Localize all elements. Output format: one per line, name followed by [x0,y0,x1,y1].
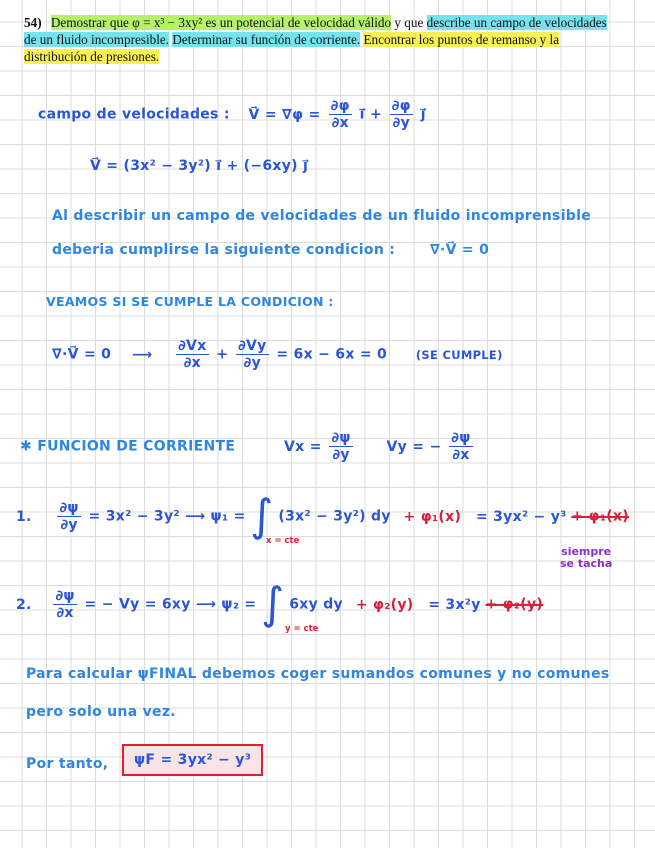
frac-dpsi-dx [449,430,472,463]
campo-line [38,98,426,131]
incompressible-text-1: Al describir un campo de velocidades de un fluido incomprensible [52,208,592,224]
frac-den: ∂x [183,355,201,371]
stream-function-line [20,430,476,463]
frac-num: ∂Vy [238,338,267,354]
frac-num: ∂ψ [55,588,75,604]
step-2-phi: + φ₂(y) [355,596,414,613]
frac-den: ∂x [452,447,470,463]
frac-den: ∂x [56,605,74,621]
vx-definition: Vx = [284,438,322,455]
step-1-mid: = 3x² − 3y² ⟶ ψ₁ = [88,508,246,525]
campo-label: campo de velocidades : [38,106,230,123]
frac-num: ∂ψ [331,430,351,446]
frac-den: ∂y [392,115,410,131]
campo-expr: V⃗ = ∇φ = [248,106,326,123]
frac-dpsi-dx [53,588,76,621]
step-1-number: 1. [16,508,32,525]
step-2-result: = 3x²y [428,596,481,613]
frac-den: ∂y [332,447,350,463]
frac-num: ∂Vx [178,338,207,354]
frac-den: ∂x [331,115,349,131]
divergence-line [52,338,503,371]
div-lhs: ∇·V⃗ = 0 [52,346,112,363]
problem-statement [24,14,614,65]
annotation-line-1: siempre [561,545,612,558]
plus-sign: + [216,346,229,363]
step-2-phi-crossed: + φ₂(y) [485,596,544,613]
frac-dpsi-dy [57,500,80,533]
j-vector: ȷ⃗ [420,106,426,123]
step-2-integrand: 6xy dy [289,596,343,613]
veamos-heading: VEAMOS SI SE CUMPLE LA CONDICION : [46,294,334,309]
annotation-siempre [560,546,612,570]
step-1-phi: + φ₁(x) [403,508,462,525]
step-1-phi-crossed: + φ₁(x) [571,508,629,525]
highlight-yellow: Encontrar los puntos de remanso y la distribución de presiones. [24,32,560,64]
final-result-box: ψF = 3yx² − y³ [122,744,263,776]
step-1-result: = 3yx² − y³ [475,508,567,525]
frac-dpsi-dy [329,430,352,463]
se-cumple: (SE CUMPLE) [415,347,503,362]
highlight-cyan-2: Determinar su función de corriente. [172,32,361,47]
frac-num: ∂φ [391,98,411,114]
incomp-condition: ∇·V⃗ = 0 [429,242,490,258]
para-text-2: pero solo una vez. [26,704,176,720]
arrow: ⟶ [132,346,153,363]
para-text-1: Para calcular ψFINAL debemos coger sumandos comunes y no comunes [26,666,610,682]
frac-dvx-dx [176,338,208,371]
stream-function-title: ✱ FUNCION DE CORRIENTE [20,438,236,455]
integral-sign: ∫ [250,490,274,542]
highlight-green: Demostrar que φ = x³ − 3xy² es un potencial de velocidad válido [50,15,392,30]
highlight-cyan-1: describe un campo de velocidades de un fluido incompresible. [24,15,607,47]
step-2-number: 2. [16,596,32,613]
step-1-limit: x = cte [266,536,300,546]
problem-connector: y que [394,15,424,30]
frac-num: ∂ψ [451,430,471,446]
problem-number: 54) [24,15,42,30]
frac-num: ∂φ [330,98,350,114]
step-1-integrand: (3x² − 3y²) dy [278,508,391,525]
frac-dphi-dy [390,98,413,131]
div-rhs: = 6x − 6x = 0 [276,346,388,363]
frac-dphi-dx [329,98,352,131]
annotation-line-2: se tacha [560,557,613,570]
step-2-limit: y = cte [285,624,319,634]
incomp-sentence: deberia cumplirse la siguiente condicion : [52,242,396,258]
frac-num: ∂ψ [59,500,79,516]
i-vector: ı⃗ + [359,106,382,123]
integral-sign: ∫ [261,578,285,630]
velocity-vector: V⃗ = (3x² − 3y²) ı⃗ + (−6xy) ȷ⃗ [90,158,309,174]
step-2-mid: = − Vy = 6xy ⟶ ψ₂ = [84,596,257,613]
incompressible-text-2 [52,242,489,258]
frac-den: ∂y [243,355,261,371]
frac-den: ∂y [60,517,78,533]
frac-dvy-dy [236,338,268,371]
vy-definition: Vy = − [386,438,442,455]
por-tanto: Por tanto, [26,756,109,772]
